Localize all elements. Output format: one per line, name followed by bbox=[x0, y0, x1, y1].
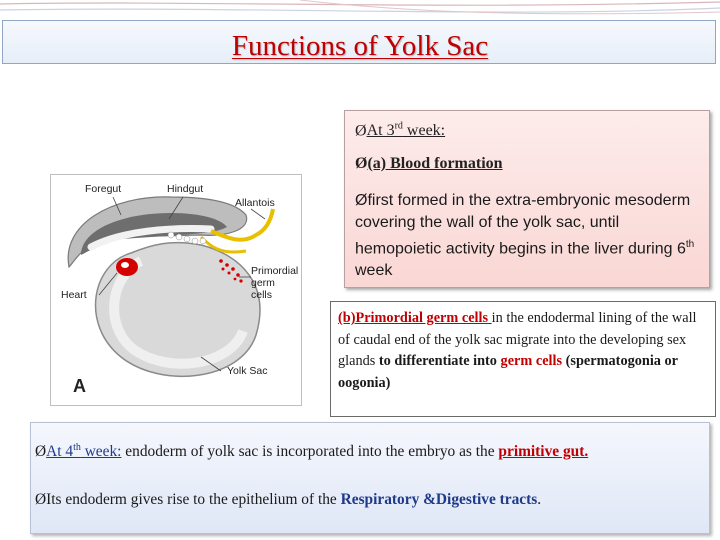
week4-box bbox=[30, 422, 710, 534]
label-heart: Heart bbox=[61, 289, 87, 301]
respiratory-digestive-term: Respiratory &Digestive tracts bbox=[340, 491, 538, 508]
figure-letter: A bbox=[73, 376, 86, 396]
endoderm-derivatives-text: ØIts endoderm gives rise to the epithelium of the Respiratory &Digestive tracts. bbox=[35, 491, 542, 508]
decorative-swoosh bbox=[0, 0, 720, 22]
blood-formation-heading: Ø(a) Blood formation bbox=[355, 155, 503, 172]
label-yolk-sac: Yolk Sac bbox=[227, 365, 268, 377]
week3-box bbox=[344, 110, 710, 288]
germ-cells-term: germ cells bbox=[500, 353, 563, 369]
label-cells: cells bbox=[251, 289, 273, 301]
label-hindgut: Hindgut bbox=[167, 183, 204, 195]
primordial-germ-cells-box bbox=[330, 301, 716, 417]
page-title: Functions of Yolk Sac bbox=[231, 30, 489, 62]
week3-heading: ØAt 3rd week: bbox=[355, 121, 446, 140]
label-primordial: Primordial bbox=[251, 265, 299, 277]
label-foregut: Foregut bbox=[85, 183, 122, 195]
week4-text: ØAt 4th week: endoderm of yolk sac is incorporated into the embryo as the primitive gut. bbox=[35, 442, 589, 461]
arrow-bullet-icon: Ø bbox=[35, 443, 47, 461]
primordial-germ-cells-text: (b)Primordial germ cells in the endodermal lining of the wall of caudal end of the yolk sac migrate into the developing sex glands to differentiate into germ cells (spermatogonia or oogonia) bbox=[338, 310, 697, 391]
blood-formation-text: Øfirst formed in the extra-embryonic mesoderm covering the wall of the yolk sac, until hemopoietic activity begins in the liver during 6th week bbox=[355, 192, 695, 280]
pgc-heading: (b)Primordial germ cells bbox=[338, 310, 492, 326]
arrow-bullet-icon: Ø bbox=[35, 491, 47, 508]
arrow-bullet-icon: Ø bbox=[355, 122, 367, 140]
arrow-bullet-icon: Ø bbox=[355, 155, 368, 172]
embryo-figure bbox=[50, 174, 302, 406]
primitive-gut-term: primitive gut. bbox=[498, 443, 589, 461]
label-germ: germ bbox=[251, 277, 275, 289]
arrow-bullet-icon: Ø bbox=[355, 192, 368, 209]
label-allantois: Allantois bbox=[235, 197, 275, 209]
